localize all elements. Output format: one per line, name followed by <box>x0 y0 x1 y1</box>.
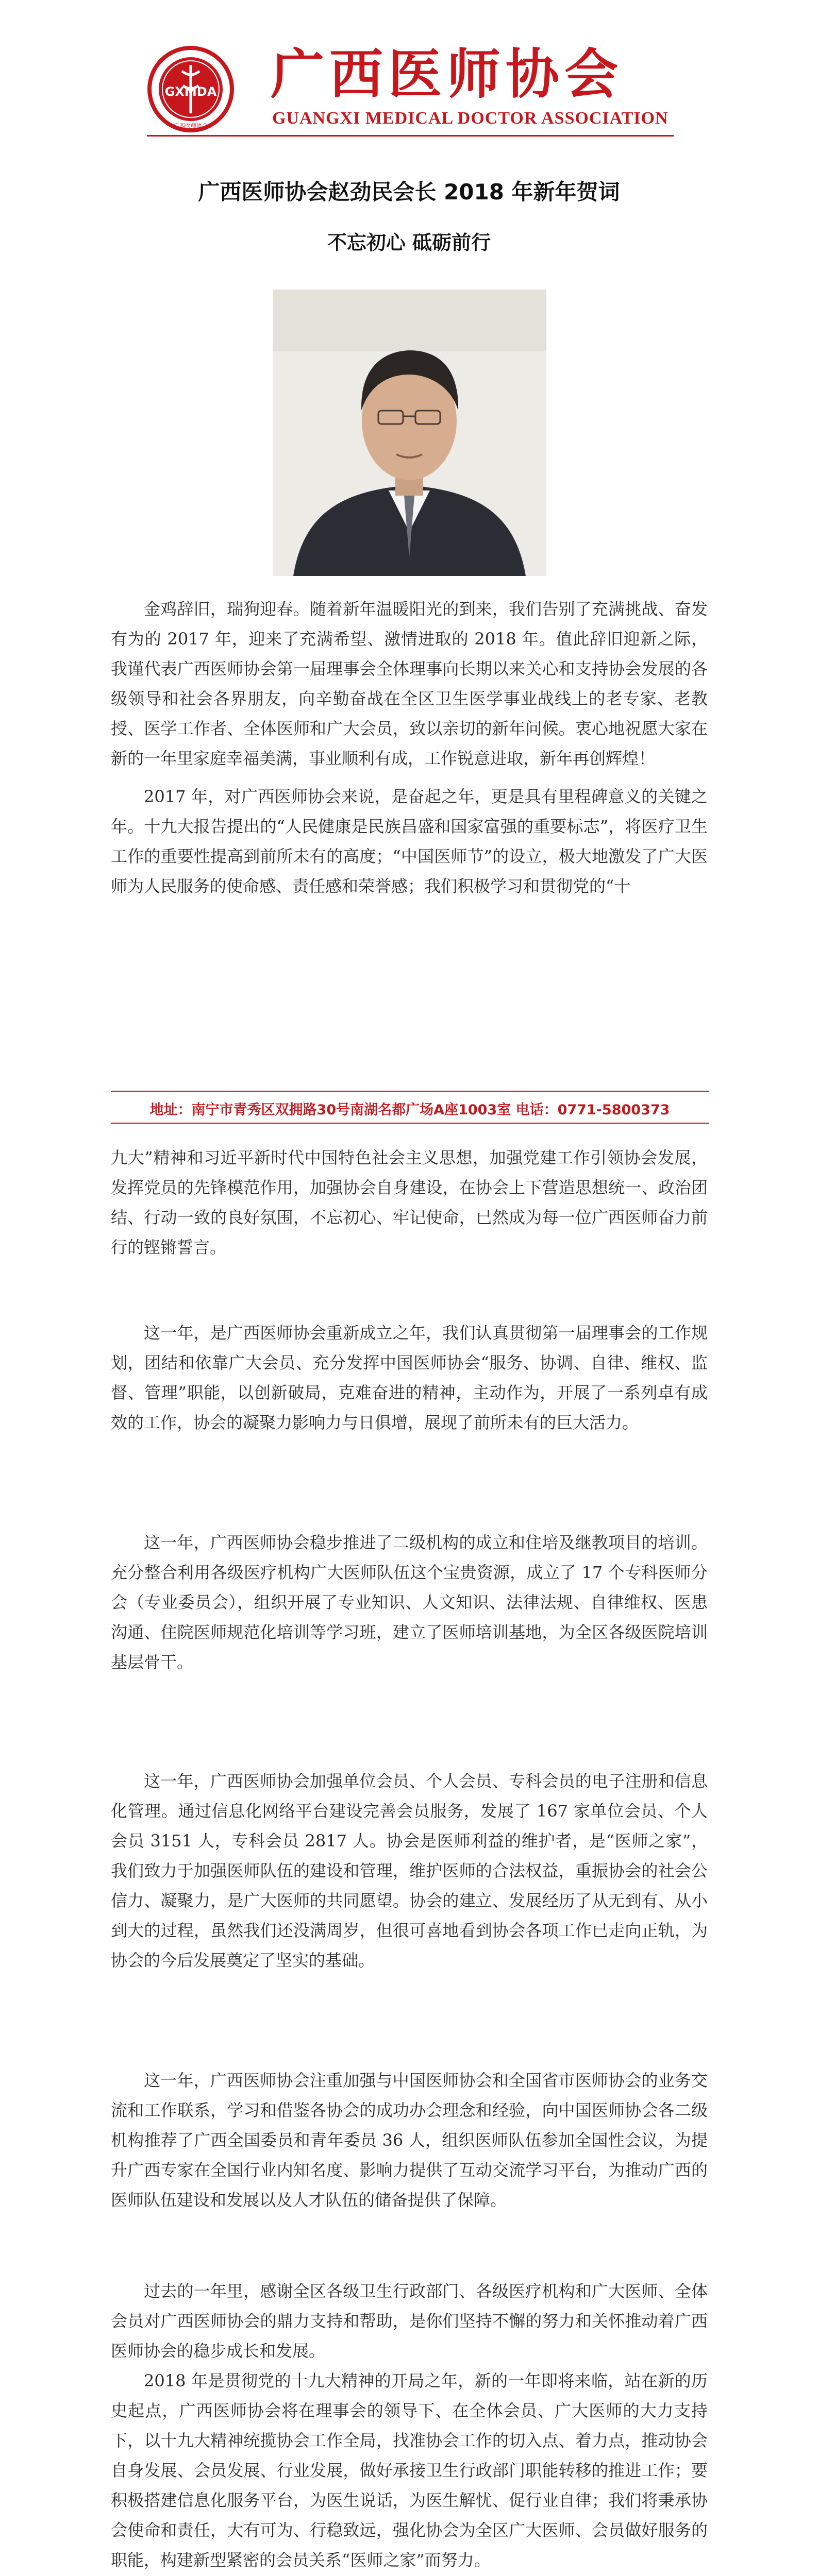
org-name-en: GUANGXI MEDICAL DOCTOR ASSOCIATION <box>272 109 669 128</box>
address-bar <box>111 1091 709 1125</box>
address-text: 地址：南宁市青秀区双拥路30号南湖名都广场A座1003室 电话：0771-5800373 <box>149 1102 670 1118</box>
paragraph-7: 这一年，广西医师协会注重加强与中国医师协会和全国省市医师协会的业务交流和工作联系，学习和借鉴各协会的成功办会理念和经验，向中国医师协会各二级机构推荐了广西全国委员和青年委员 36 人，组织医师队伍参加全国性会议，为提升广西专家在全国行业内知名度、影响力提供了互动交流学习平台，为推动广西的医师队伍建设和发展以及人才队伍的储备提供了保障。 <box>111 2071 708 2210</box>
association-logo-icon <box>147 45 235 133</box>
paragraph-5: 这一年，广西医师协会稳步推进了二级机构的成立和住培及继教项目的培训。充分整合利用各级医疗机构广大医师队伍这个宝贵资源，成立了 17 个专科医师分会（专业委员会），组织开展了专业知识、人文知识、法律法规、自律维权、医患沟通、住院医师规范化培训等学习班，建立了医师培训基地，为全区各级医院培训基层骨干。 <box>111 1533 708 1672</box>
paragraph-1: 金鸡辞旧，瑞狗迎春。随着新年温暖阳光的到来，我们告别了充满挑战、奋发有为的 2017 年，迎来了充满希望、激情进取的 2018 年。值此辞旧迎新之际，我谨代表广西医师协会第一届理事会全体理事向长期以来关心和支持协会发展的各级领导和社会各界朋友，向辛勤奋战在全区卫生医学事业战线上的老专家、老教授、医学工作者、全体医师和广大会员，致以亲切的新年问候。衷心地祝愿大家在新的一年里家庭幸福美满，事业顺利有成，工作锐意进取，新年再创辉煌！ <box>111 599 708 768</box>
president-portrait-photo <box>273 290 546 576</box>
address-top-rule <box>111 1091 709 1092</box>
document-title: 广西医师协会赵劲民会长 2018 年新年贺词 <box>198 179 620 205</box>
letterhead <box>0 0 818 139</box>
paragraph-4: 这一年，是广西医师协会重新成立之年，我们认真贯彻第一届理事会的工作规划，团结和依靠广大会员、充分发挥中国医师协会“服务、协调、自律、维权、监督、管理”职能，以创新破局，克难奋进的精神，主动作为，开展了一系列卓有成效的工作，协会的凝聚力影响力与日俱增，展现了前所未有的巨大活力。 <box>111 1323 708 1432</box>
logo-bottom-text: 广西医师协会 <box>174 123 208 129</box>
paragraph-3: 九大”精神和习近平新时代中国特色社会主义思想，加强党建工作引领协会发展，发挥党员的先锋模范作用，加强协会自身建设，在协会上下营造思想统一、政治团结、行动一致的良好氛围，不忘初心、牢记使命，已然成为每一位广西医师奋力前行的铿锵誓言。 <box>111 1148 708 1257</box>
paragraph-2: 2017 年，对广西医师协会来说，是奋起之年，更是具有里程碑意义的关键之年。十九大报告提出的“人民健康是民族昌盛和国家富强的重要标志”，将医疗卫生工作的重要性提高到前所未有的高度；“中国医师节”的设立，极大地激发了广大医师为人民服务的使命感、责任感和荣誉感；我们积极学习和贯彻党的“十 <box>111 787 708 896</box>
address-bottom-rule <box>111 1123 709 1124</box>
logo-text: GXMDA <box>164 84 217 99</box>
document-subtitle: 不忘初心 砥砺前行 <box>327 231 491 254</box>
paragraph-6: 这一年，广西医师协会加强单位会员、个人会员、专科会员的电子注册和信息化管理。通过信息化网络平台建设完善会员服务，发展了 167 家单位会员、个人会员 3151 人，专科会员 2817 人。协会是医师利益的维护者，是“医师之家”，我们致力于加强医师队伍的建设和管理，维护医师的合法权益，重振协会的社会公信力、凝聚力，是广大医师的共同愿望。协会的建立、发展经历了从无到有、从小到大的过程，虽然我们还没满周岁，但很可喜地看到协会各项工作已走向正轨，为协会的今后发展奠定了坚实的基础。 <box>111 1771 708 1970</box>
paragraph-9: 2018 年是贯彻党的十九大精神的开局之年，新的一年即将来临，站在新的历史起点，广西医师协会将在理事会的领导下、在全体会员、广大医师的大力支持下，以十九大精神统揽协会工作全局，找准协会工作的切入点、着力点，推动协会自身发展、会员发展、行业发展，做好承接卫生行政部门职能转移的推进工作；要积极搭建信息化服务平台，为医生说话，为医生解忧、促行业自律；我们将秉承协会使命和责任，大有可为、行稳致远，强化协会为全区广大医师、会员做好服务的职能，构建新型紧密的会员关系“医师之家”而努力。 <box>111 2371 708 2570</box>
header-divider <box>147 135 674 137</box>
paragraph-8: 过去的一年里，感谢全区各级卫生行政部门、各级医疗机构和广大医师、全体会员对广西医师协会的鼎力支持和帮助，是你们坚持不懈的努力和关怀推动着广西医师协会的稳步成长和发展。 <box>111 2281 708 2361</box>
org-name-cn: 广西医师协会 <box>271 42 624 106</box>
